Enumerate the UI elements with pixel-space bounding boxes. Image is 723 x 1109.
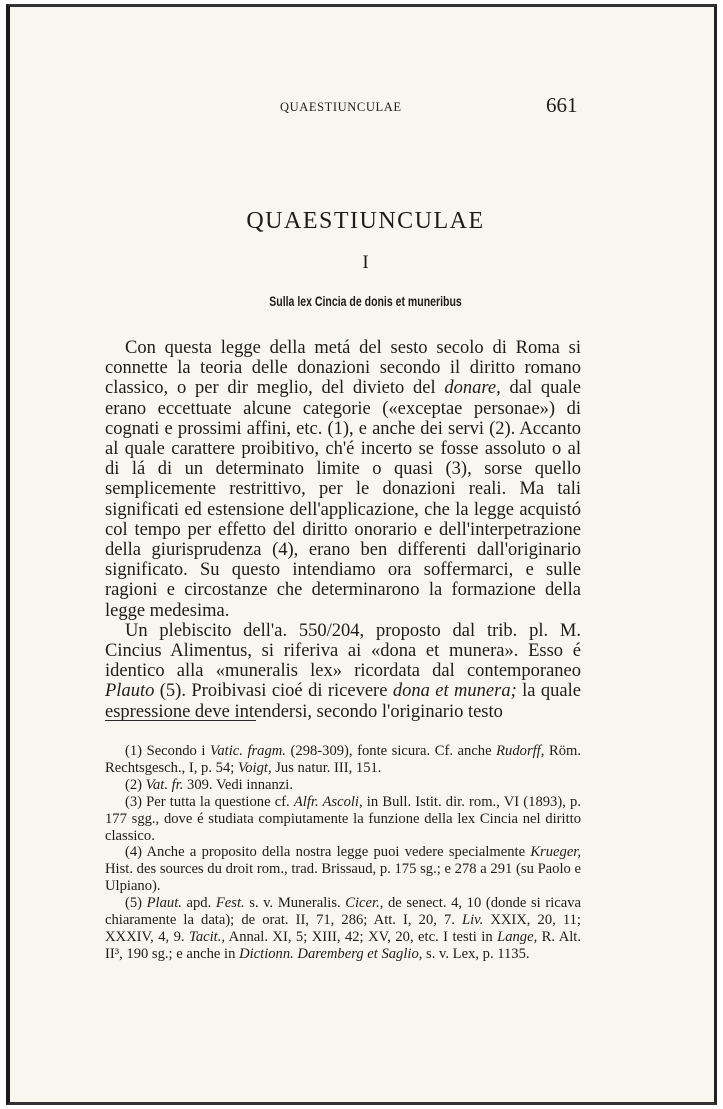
- chapter-title: QUAESTIUNCULAE: [246, 208, 485, 234]
- main-body-text: [105, 338, 581, 722]
- page-number: 661: [546, 93, 578, 117]
- footnote: (4) Anche a proposito della nostra legge puoi vedere specialmente Krueger, Hist. des sources du droit rom., trad. Brissaud, p. 175 sg.; e 278 a 291 (su Paolo e Ulpiano).: [105, 844, 581, 895]
- book-page: [6, 4, 717, 1105]
- footnote-separator-rule: [105, 720, 256, 721]
- section-number: I: [362, 252, 369, 273]
- footnote: (2) Vat. fr. 309. Vedi innanzi.: [125, 776, 293, 793]
- body-paragraph: Un plebiscito dell'a. 550/204, proposto dal trib. pl. M. Cincius Alimentus, si riferiva ai «dona et munera». Esso é identico alla «muneralis lex» ricordata dal contemporaneo Plauto (5). Proibivasi cioé di ricevere dona et munera; la quale espressione deve intendersi, secondo l'originario testo: [105, 620, 581, 722]
- footnote: (5) Plaut. apd. Fest. s. v. Muneralis. Cicer., de senect. 4, 10 (donde si ricava chiaramente la data); de orat. II, 71, 286; Att. I, 20, 7. Liv. XXIX, 20, 11; XXXIV, 4, 9. Tacit., Annal. XI, 5; XIII, 42; XV, 20, etc. I testi in Lange, R. Alt. II³, 190 sg.; e anche in Dictionn. Daremberg et Saglio, s. v. Lex, p. 1135.: [105, 895, 582, 962]
- footnote: (3) Per tutta la questione cf. Alfr. Ascoli, in Bull. Istit. dir. rom., VI (1893), p. 177 sgg., dove é studiata compiutamente la funzione della lex Cincia nel diritto classico.: [105, 793, 581, 844]
- footnote: (1) Secondo i Vatic. fragm. (298-309), fonte sicura. Cf. anche Rudorff, Röm. Rechtsgesch., I, p. 54; Voigt, Jus natur. III, 151.: [105, 743, 581, 776]
- section-subtitle: Sulla lex Cincia de donis et muneribus: [269, 294, 462, 309]
- footnotes: [105, 743, 581, 963]
- running-header-title: QUAESTIUNCULAE: [280, 100, 402, 114]
- body-paragraph: Con questa legge della metá del sesto secolo di Roma si connette la teoria delle donazioni secondo il diritto romano classico, o per dir meglio, del divieto del donare, dal quale erano eccettuate alcune categorie («exceptae personae») di cognati e prossimi affini, etc. (1), e anche dei servi (2). Accanto al quale carattere proibitivo, ch'é incerto se fosse assoluto o al di lá di un determinato limite o quasi (3), sorse quello semplicemente restrittivo, per le donazioni reali. Ma tali significati ed estensione dell'applicazione, che la legge acquistó col tempo per effetto del diritto onorario e dell'interpetrazione della giurisprudenza (4), erano ben differenti dall'originario significato. Su questo intendiamo ora soffermarci, e sulle ragioni e circostanze che determinarono la formazione della legge medesima.: [105, 338, 581, 621]
